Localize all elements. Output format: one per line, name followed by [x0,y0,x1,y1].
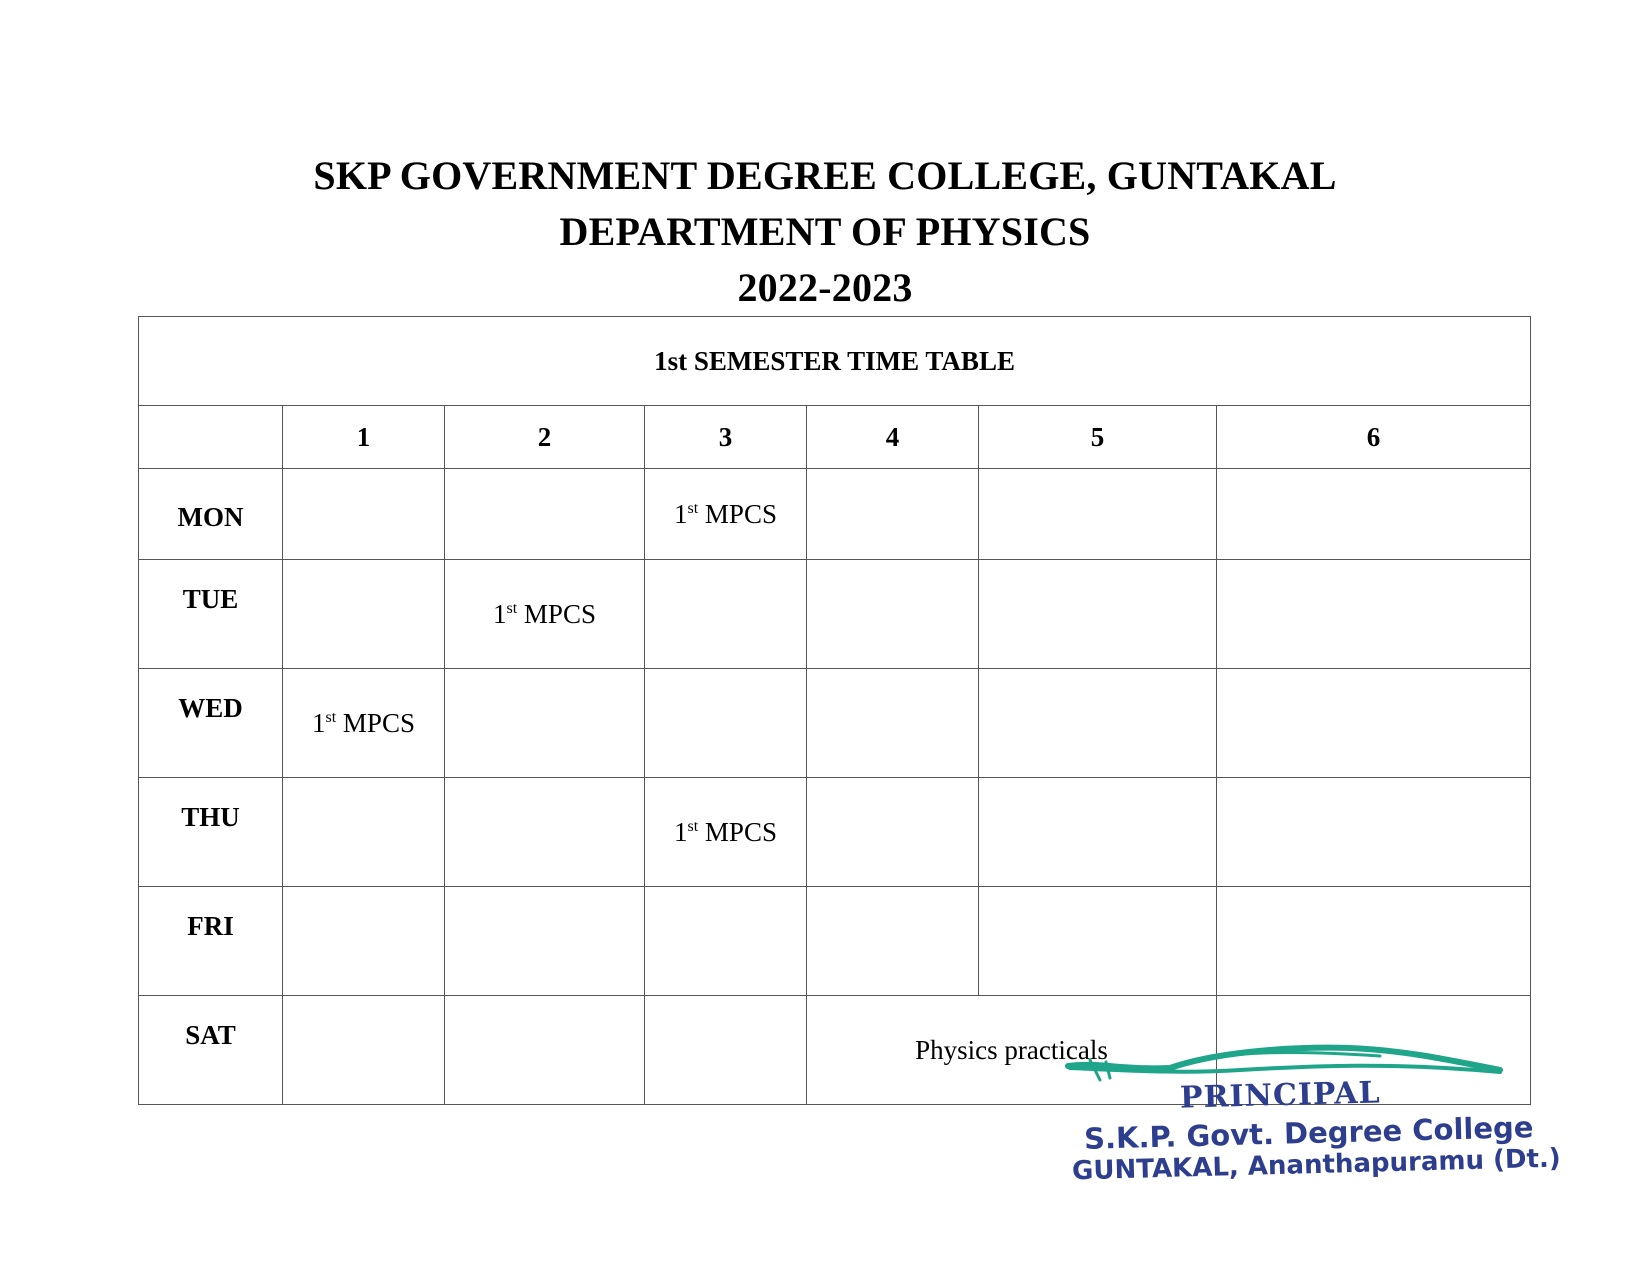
day-row-mon [139,469,1531,560]
day-label: SAT [139,996,283,1105]
stamp-college: S.K.P. Govt. Degree College [1083,1110,1534,1156]
timetable-cell [645,560,807,669]
timetable-cell [283,887,445,996]
timetable-cell [445,887,645,996]
period-header: 4 [807,406,979,469]
corner-cell [139,406,283,469]
class-entry: 1st MPCS [645,469,807,560]
period-header: 6 [1217,406,1531,469]
day-label: TUE [139,560,283,669]
timetable-title: 1st SEMESTER TIME TABLE [139,317,1531,406]
timetable-cell [645,669,807,778]
document-header [0,148,1650,316]
timetable-cell [283,469,445,560]
timetable-cell [979,560,1217,669]
timetable-cell [807,560,979,669]
timetable-cell [1217,469,1531,560]
timetable-cell [283,560,445,669]
timetable-cell [807,669,979,778]
timetable-cell [979,669,1217,778]
timetable-cell [445,469,645,560]
timetable-cell [1217,778,1531,887]
day-label: THU [139,778,283,887]
period-header: 1 [283,406,445,469]
period-header: 3 [645,406,807,469]
period-header: 2 [445,406,645,469]
day-row-fri [139,887,1531,996]
day-label: WED [139,669,283,778]
timetable-cell [645,996,807,1105]
physics-practicals-cell: Physics practicals [807,996,1217,1105]
timetable-cell [445,996,645,1105]
timetable-cell [979,469,1217,560]
day-row-thu [139,778,1531,887]
timetable-cell [645,887,807,996]
stamp-location: GUNTAKAL, Ananthapuramu (Dt.) [1071,1143,1562,1187]
department-name: DEPARTMENT OF PHYSICS [559,209,1091,254]
timetable-cell [1217,669,1531,778]
class-entry: 1st MPCS [445,560,645,669]
class-entry: 1st MPCS [645,778,807,887]
timetable-cell [979,778,1217,887]
timetable-cell [807,469,979,560]
timetable-cell [283,996,445,1105]
timetable-cell [979,887,1217,996]
day-label: FRI [139,887,283,996]
day-row-wed [139,669,1531,778]
timetable-cell [1217,887,1531,996]
academic-year: 2022-2023 [737,265,913,310]
stamp-title: PRINCIPAL [1179,1075,1382,1116]
timetable-cell [283,778,445,887]
principal-stamp [1060,1040,1562,1190]
period-header-row [139,406,1531,469]
timetable-cell [807,778,979,887]
day-label: MON [139,469,283,560]
day-row-tue [139,560,1531,669]
timetable-cell [807,887,979,996]
period-header: 5 [979,406,1217,469]
class-entry: 1st MPCS [283,669,445,778]
timetable-cell [445,669,645,778]
timetable-cell [445,778,645,887]
timetable [138,316,1531,1105]
timetable-cell [1217,560,1531,669]
timetable-title-row [139,317,1531,406]
college-name: SKP GOVERNMENT DEGREE COLLEGE, GUNTAKAL [313,153,1337,198]
